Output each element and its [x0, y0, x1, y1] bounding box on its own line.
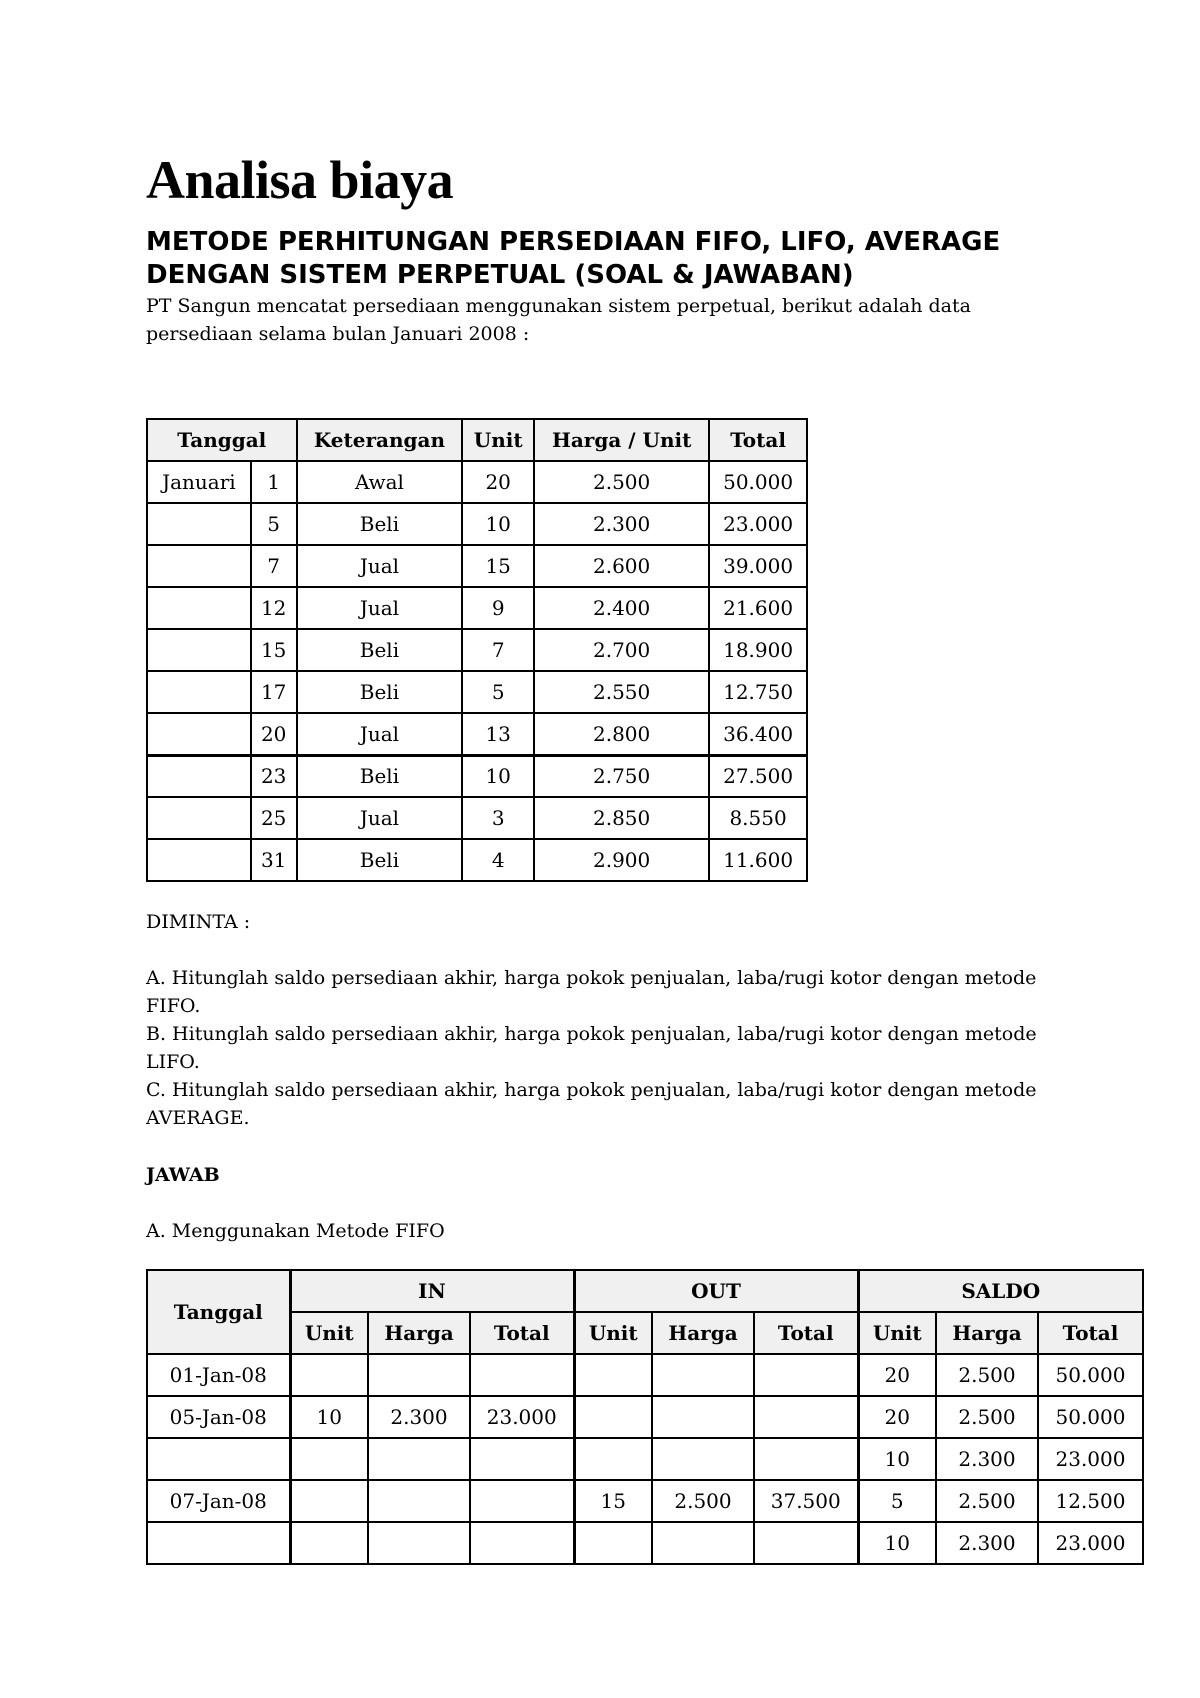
- cell-out-harga: [652, 1354, 754, 1396]
- cell-tanggal: [147, 1522, 290, 1564]
- cell-out-total: 37.500: [754, 1480, 858, 1522]
- cell-saldo-total: 23.000: [1038, 1522, 1143, 1564]
- intro-paragraph: PT Sangun mencatat persediaan menggunakan sistem perpetual, berikut adalah data persediaan selama bulan Januari 2008 :: [146, 295, 971, 345]
- cell-saldo-unit: 5: [858, 1480, 936, 1522]
- table-row: [147, 503, 807, 545]
- subheader-harga: Harga: [936, 1312, 1038, 1354]
- cell-total: 18.900: [709, 629, 807, 671]
- inventory-data-table: [146, 418, 808, 882]
- cell-total: 36.400: [709, 713, 807, 755]
- cell-unit: 9: [462, 587, 534, 629]
- diminta-label: DIMINTA :: [146, 911, 251, 933]
- subheader-harga: Harga: [652, 1312, 754, 1354]
- cell-saldo-harga: 2.500: [936, 1354, 1038, 1396]
- cell-out-unit: [574, 1396, 652, 1438]
- header-tanggal: Tanggal: [147, 1270, 290, 1354]
- table-row: [147, 1438, 1143, 1480]
- cell-saldo-total: 50.000: [1038, 1354, 1143, 1396]
- subheader-total: Total: [1038, 1312, 1143, 1354]
- cell-day: 17: [251, 671, 297, 713]
- cell-harga: 2.700: [534, 629, 709, 671]
- cell-month: [147, 797, 251, 839]
- cell-keterangan: Awal: [297, 461, 463, 503]
- subheader-unit: Unit: [574, 1312, 652, 1354]
- subheader-unit: Unit: [290, 1312, 368, 1354]
- cell-day: 12: [251, 587, 297, 629]
- table-row: [147, 797, 807, 839]
- cell-saldo-total: 12.500: [1038, 1480, 1143, 1522]
- cell-in-harga: [368, 1354, 470, 1396]
- cell-month: [147, 587, 251, 629]
- cell-out-unit: [574, 1354, 652, 1396]
- cell-in-total: [470, 1438, 574, 1480]
- cell-out-total: [754, 1396, 858, 1438]
- cell-unit: 20: [462, 461, 534, 503]
- cell-month: [147, 503, 251, 545]
- cell-in-total: [470, 1522, 574, 1564]
- header-in: IN: [290, 1270, 574, 1312]
- table-row: [147, 1522, 1143, 1564]
- cell-in-harga: 2.300: [368, 1396, 470, 1438]
- cell-total: 50.000: [709, 461, 807, 503]
- cell-unit: 15: [462, 545, 534, 587]
- header-tanggal: Tanggal: [147, 419, 297, 461]
- cell-saldo-total: 50.000: [1038, 1396, 1143, 1438]
- cell-day: 31: [251, 839, 297, 881]
- table-row: [147, 461, 807, 503]
- cell-total: 23.000: [709, 503, 807, 545]
- cell-harga: 2.550: [534, 671, 709, 713]
- table-row: [147, 1396, 1143, 1438]
- cell-in-unit: [290, 1438, 368, 1480]
- cell-total: 11.600: [709, 839, 807, 881]
- cell-in-unit: 10: [290, 1396, 368, 1438]
- cell-saldo-total: 23.000: [1038, 1438, 1143, 1480]
- cell-out-harga: [652, 1438, 754, 1480]
- cell-saldo-unit: 10: [858, 1438, 936, 1480]
- cell-harga: 2.500: [534, 461, 709, 503]
- section-heading: METODE PERHITUNGAN PERSEDIAAN FIFO, LIFO, AVERAGE DENGAN SISTEM PERPETUAL (SOAL & JAWABAN): [146, 227, 1001, 290]
- cell-out-total: [754, 1354, 858, 1396]
- cell-unit: 10: [462, 755, 534, 797]
- cell-keterangan: Beli: [297, 755, 463, 797]
- cell-month: [147, 713, 251, 755]
- cell-keterangan: Beli: [297, 503, 463, 545]
- table-row: [147, 713, 807, 755]
- cell-saldo-harga: 2.500: [936, 1480, 1038, 1522]
- jawab-label: JAWAB: [146, 1164, 220, 1186]
- header-total: Total: [709, 419, 807, 461]
- cell-harga: 2.600: [534, 545, 709, 587]
- cell-in-harga: [368, 1480, 470, 1522]
- header-saldo: SALDO: [858, 1270, 1143, 1312]
- table-row: [147, 839, 807, 881]
- cell-keterangan: Jual: [297, 545, 463, 587]
- cell-out-harga: [652, 1522, 754, 1564]
- subheader-unit: Unit: [858, 1312, 936, 1354]
- cell-day: 23: [251, 755, 297, 797]
- cell-out-unit: [574, 1522, 652, 1564]
- cell-saldo-harga: 2.300: [936, 1438, 1038, 1480]
- cell-out-unit: [574, 1438, 652, 1480]
- cell-tanggal: 05-Jan-08: [147, 1396, 290, 1438]
- cell-saldo-harga: 2.300: [936, 1522, 1038, 1564]
- cell-out-total: [754, 1522, 858, 1564]
- cell-day: 7: [251, 545, 297, 587]
- cell-harga: 2.400: [534, 587, 709, 629]
- fifo-table-body: [147, 1354, 1143, 1564]
- cell-keterangan: Beli: [297, 629, 463, 671]
- cell-unit: 5: [462, 671, 534, 713]
- header-harga-unit: Harga / Unit: [534, 419, 709, 461]
- cell-saldo-harga: 2.500: [936, 1396, 1038, 1438]
- cell-tanggal: [147, 1438, 290, 1480]
- cell-in-total: 23.000: [470, 1396, 574, 1438]
- cell-month: [147, 755, 251, 797]
- cell-tanggal: 07-Jan-08: [147, 1480, 290, 1522]
- cell-keterangan: Jual: [297, 713, 463, 755]
- cell-in-total: [470, 1354, 574, 1396]
- cell-month: [147, 545, 251, 587]
- table-row: [147, 755, 807, 797]
- cell-in-total: [470, 1480, 574, 1522]
- cell-out-total: [754, 1438, 858, 1480]
- question-a: A. Hitunglah saldo persediaan akhir, harga pokok penjualan, laba/rugi kotor dengan metode FIFO.: [146, 967, 1037, 1017]
- cell-unit: 10: [462, 503, 534, 545]
- table-row: [147, 1354, 1143, 1396]
- cell-harga: 2.800: [534, 713, 709, 755]
- cell-out-harga: [652, 1396, 754, 1438]
- method-a-heading: A. Menggunakan Metode FIFO: [146, 1220, 445, 1242]
- cell-in-unit: [290, 1522, 368, 1564]
- cell-keterangan: Beli: [297, 839, 463, 881]
- cell-month: Januari: [147, 461, 251, 503]
- cell-saldo-unit: 10: [858, 1522, 936, 1564]
- cell-day: 25: [251, 797, 297, 839]
- cell-total: 27.500: [709, 755, 807, 797]
- table-row: [147, 587, 807, 629]
- diminta-section: [146, 908, 1046, 1132]
- cell-unit: 7: [462, 629, 534, 671]
- cell-total: 8.550: [709, 797, 807, 839]
- cell-keterangan: Jual: [297, 587, 463, 629]
- cell-in-harga: [368, 1438, 470, 1480]
- cell-saldo-unit: 20: [858, 1396, 936, 1438]
- subheader-total: Total: [754, 1312, 858, 1354]
- header-keterangan: Keterangan: [297, 419, 463, 461]
- cell-in-harga: [368, 1522, 470, 1564]
- cell-month: [147, 839, 251, 881]
- table-row: [147, 629, 807, 671]
- question-c: C. Hitunglah saldo persediaan akhir, harga pokok penjualan, laba/rugi kotor dengan metode AVERAGE.: [146, 1079, 1037, 1129]
- cell-harga: 2.850: [534, 797, 709, 839]
- cell-total: 12.750: [709, 671, 807, 713]
- cell-out-harga: 2.500: [652, 1480, 754, 1522]
- cell-unit: 3: [462, 797, 534, 839]
- cell-total: 39.000: [709, 545, 807, 587]
- header-unit: Unit: [462, 419, 534, 461]
- cell-total: 21.600: [709, 587, 807, 629]
- cell-harga: 2.300: [534, 503, 709, 545]
- cell-in-unit: [290, 1354, 368, 1396]
- subheader-harga: Harga: [368, 1312, 470, 1354]
- cell-in-unit: [290, 1480, 368, 1522]
- question-b: B. Hitunglah saldo persediaan akhir, harga pokok penjualan, laba/rugi kotor dengan metode LIFO.: [146, 1023, 1037, 1073]
- header-out: OUT: [574, 1270, 858, 1312]
- cell-keterangan: Jual: [297, 797, 463, 839]
- cell-saldo-unit: 20: [858, 1354, 936, 1396]
- subheader-total: Total: [470, 1312, 574, 1354]
- cell-keterangan: Beli: [297, 671, 463, 713]
- cell-out-unit: 15: [574, 1480, 652, 1522]
- cell-day: 15: [251, 629, 297, 671]
- cell-unit: 13: [462, 713, 534, 755]
- cell-tanggal: 01-Jan-08: [147, 1354, 290, 1396]
- page-title: Analisa biaya: [146, 150, 454, 210]
- cell-month: [147, 671, 251, 713]
- cell-day: 1: [251, 461, 297, 503]
- cell-harga: 2.750: [534, 755, 709, 797]
- cell-month: [147, 629, 251, 671]
- cell-unit: 4: [462, 839, 534, 881]
- cell-day: 20: [251, 713, 297, 755]
- document-page: [146, 148, 1146, 1555]
- fifo-table: [146, 1269, 1144, 1565]
- cell-day: 5: [251, 503, 297, 545]
- cell-harga: 2.900: [534, 839, 709, 881]
- table-row: [147, 671, 807, 713]
- table-row: [147, 1480, 1143, 1522]
- table-row: [147, 545, 807, 587]
